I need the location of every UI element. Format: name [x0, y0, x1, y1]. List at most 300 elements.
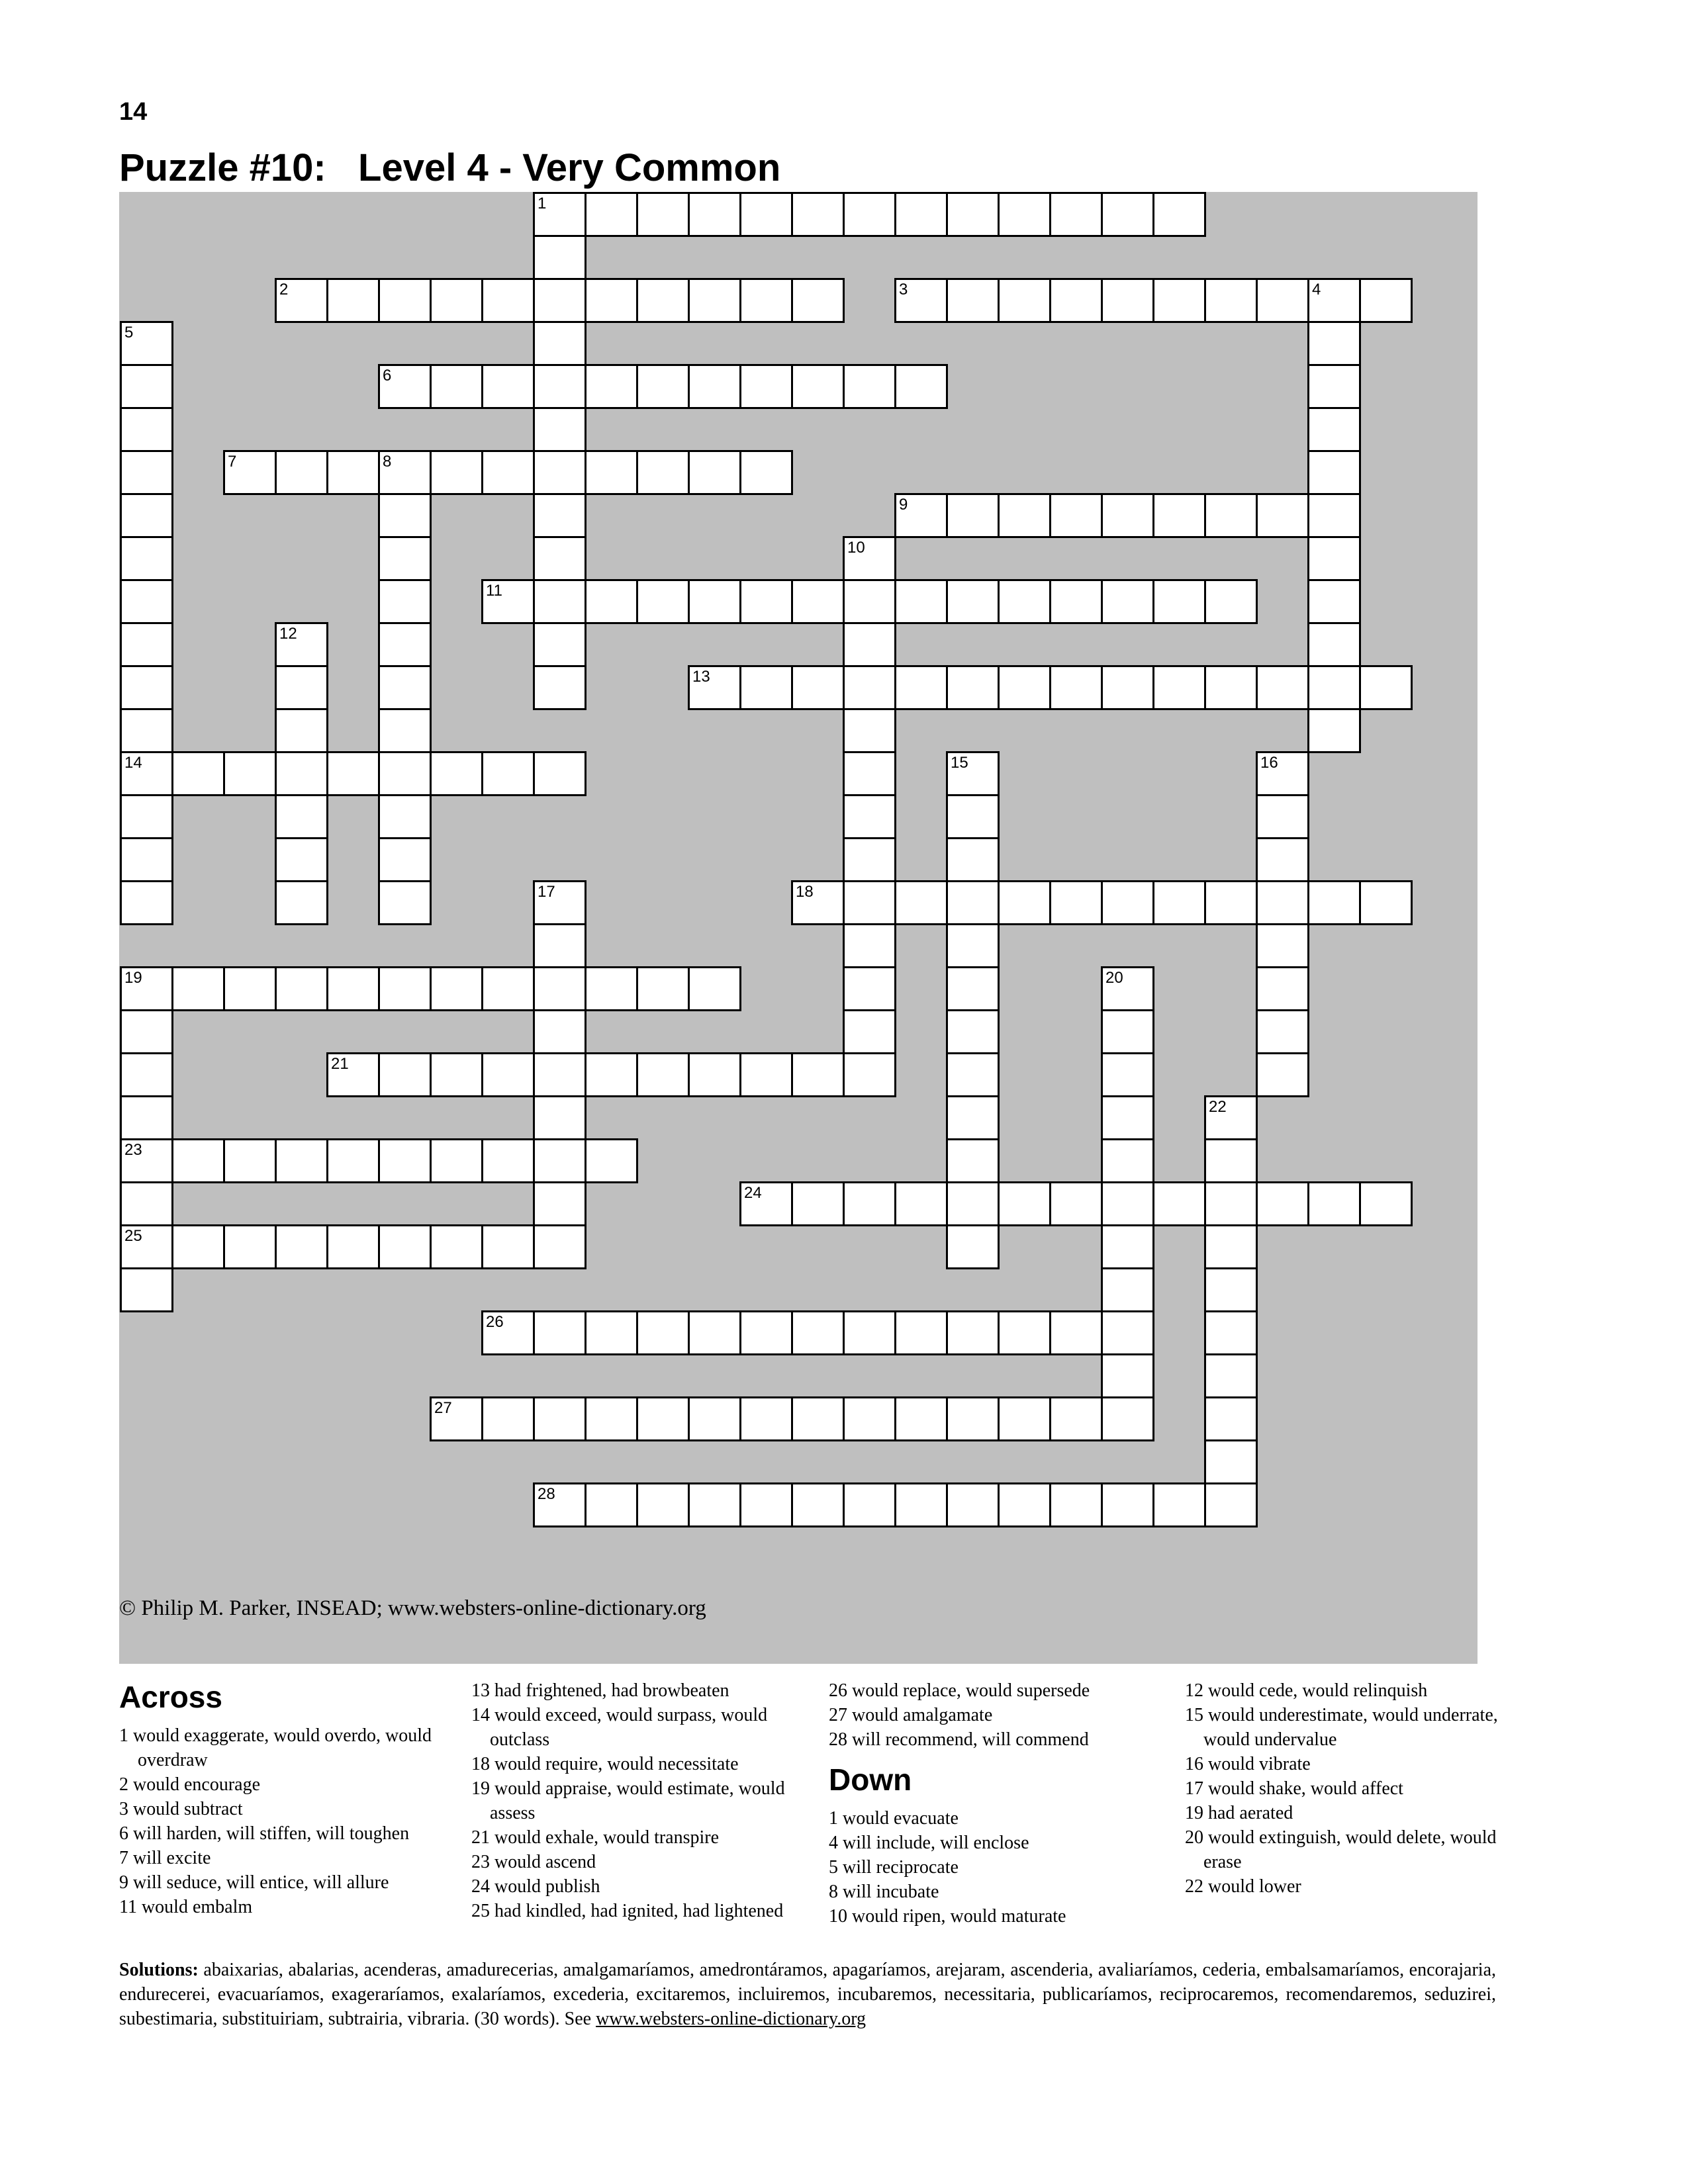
crossword-cell[interactable]: [739, 364, 793, 409]
crossword-cell[interactable]: [791, 1181, 845, 1226]
crossword-cell[interactable]: [946, 579, 1000, 624]
crossword-cell[interactable]: [636, 364, 690, 409]
crossword-cell[interactable]: [533, 579, 586, 624]
crossword-cell[interactable]: [1049, 1396, 1103, 1441]
crossword-cell[interactable]: [1101, 493, 1154, 538]
crossword-cell[interactable]: [998, 1181, 1051, 1226]
crossword-cell[interactable]: [120, 1009, 173, 1054]
crossword-cell[interactable]: [791, 1310, 845, 1355]
crossword-cell[interactable]: [533, 1095, 586, 1140]
crossword-cell[interactable]: [120, 364, 173, 409]
crossword-cell[interactable]: [688, 364, 741, 409]
crossword-cell[interactable]: [378, 450, 432, 495]
crossword-cell[interactable]: [1204, 579, 1258, 624]
crossword-cell[interactable]: [1256, 880, 1309, 925]
crossword-cell[interactable]: [946, 1095, 1000, 1140]
crossword-cell[interactable]: [378, 278, 432, 323]
crossword-cell[interactable]: [1152, 278, 1206, 323]
crossword-cell[interactable]: [120, 837, 173, 882]
crossword-cell[interactable]: [843, 794, 896, 839]
crossword-cell[interactable]: [326, 751, 380, 796]
crossword-cell[interactable]: [585, 1310, 638, 1355]
crossword-cell[interactable]: [1307, 1181, 1361, 1226]
crossword-cell[interactable]: [1307, 579, 1361, 624]
crossword-cell[interactable]: [739, 1482, 793, 1527]
crossword-cell[interactable]: [120, 1095, 173, 1140]
crossword-cell[interactable]: [791, 880, 845, 925]
crossword-cell[interactable]: [533, 1181, 586, 1226]
crossword-cell[interactable]: [1307, 364, 1361, 409]
crossword-cell[interactable]: [946, 192, 1000, 237]
crossword-cell[interactable]: [533, 278, 586, 323]
crossword-cell[interactable]: [378, 708, 432, 753]
crossword-cell[interactable]: [1307, 493, 1361, 538]
crossword-cell[interactable]: [739, 450, 793, 495]
crossword-cell[interactable]: [171, 1224, 225, 1269]
crossword-cell[interactable]: [1101, 880, 1154, 925]
crossword-cell[interactable]: [1101, 192, 1154, 237]
crossword-cell[interactable]: [223, 1138, 277, 1183]
crossword-cell[interactable]: [946, 493, 1000, 538]
crossword-cell[interactable]: [1256, 923, 1309, 968]
crossword-cell[interactable]: [481, 1310, 535, 1355]
crossword-cell[interactable]: [1152, 579, 1206, 624]
crossword-cell[interactable]: [843, 364, 896, 409]
crossword-cell[interactable]: [894, 1482, 948, 1527]
crossword-cell[interactable]: [585, 450, 638, 495]
crossword-cell[interactable]: [430, 1138, 483, 1183]
crossword-cell[interactable]: [1101, 1396, 1154, 1441]
crossword-cell[interactable]: [1204, 1439, 1258, 1484]
crossword-cell[interactable]: [1256, 493, 1309, 538]
crossword-cell[interactable]: [791, 192, 845, 237]
crossword-cell[interactable]: [1101, 1310, 1154, 1355]
crossword-cell[interactable]: [275, 880, 328, 925]
crossword-cell[interactable]: [843, 966, 896, 1011]
crossword-cell[interactable]: [843, 622, 896, 667]
crossword-cell[interactable]: [1256, 1009, 1309, 1054]
crossword-cell[interactable]: [1101, 1052, 1154, 1097]
crossword-cell[interactable]: [946, 880, 1000, 925]
crossword-cell[interactable]: [430, 751, 483, 796]
crossword-cell[interactable]: [791, 1052, 845, 1097]
crossword-cell[interactable]: [1204, 665, 1258, 710]
crossword-cell[interactable]: [378, 622, 432, 667]
crossword-cell[interactable]: [481, 1052, 535, 1097]
crossword-cell[interactable]: [1101, 1224, 1154, 1269]
crossword-cell[interactable]: [1204, 1353, 1258, 1398]
crossword-cell[interactable]: [378, 837, 432, 882]
crossword-cell[interactable]: [843, 579, 896, 624]
crossword-cell[interactable]: [481, 278, 535, 323]
crossword-cell[interactable]: [843, 751, 896, 796]
crossword-cell[interactable]: [843, 1052, 896, 1097]
crossword-cell[interactable]: [1152, 880, 1206, 925]
crossword-cell[interactable]: [1307, 665, 1361, 710]
crossword-cell[interactable]: [533, 1396, 586, 1441]
crossword-cell[interactable]: [843, 923, 896, 968]
crossword-cell[interactable]: [1101, 1095, 1154, 1140]
crossword-cell[interactable]: [378, 966, 432, 1011]
crossword-cell[interactable]: [1307, 536, 1361, 581]
crossword-cell[interactable]: [1204, 493, 1258, 538]
crossword-cell[interactable]: [1307, 278, 1361, 323]
crossword-cell[interactable]: [1307, 407, 1361, 452]
crossword-cell[interactable]: [1359, 1181, 1413, 1226]
crossword-cell[interactable]: [533, 450, 586, 495]
crossword-cell[interactable]: [481, 966, 535, 1011]
crossword-cell[interactable]: [998, 1396, 1051, 1441]
crossword-cell[interactable]: [326, 1052, 380, 1097]
crossword-cell[interactable]: [120, 1052, 173, 1097]
crossword-cell[interactable]: [688, 450, 741, 495]
crossword-cell[interactable]: [378, 364, 432, 409]
crossword-cell[interactable]: [1152, 665, 1206, 710]
crossword-cell[interactable]: [894, 364, 948, 409]
crossword-cell[interactable]: [946, 1009, 1000, 1054]
crossword-cell[interactable]: [946, 1181, 1000, 1226]
crossword-cell[interactable]: [120, 1138, 173, 1183]
crossword-cell[interactable]: [326, 1224, 380, 1269]
crossword-cell[interactable]: [585, 966, 638, 1011]
crossword-cell[interactable]: [998, 1310, 1051, 1355]
crossword-cell[interactable]: [533, 1224, 586, 1269]
crossword-cell[interactable]: [1101, 665, 1154, 710]
crossword-cell[interactable]: [430, 1224, 483, 1269]
crossword-cell[interactable]: [275, 794, 328, 839]
crossword-cell[interactable]: [1307, 622, 1361, 667]
crossword-cell[interactable]: [1049, 1310, 1103, 1355]
crossword-cell[interactable]: [171, 751, 225, 796]
crossword-cell[interactable]: [1307, 708, 1361, 753]
crossword-cell[interactable]: [946, 923, 1000, 968]
crossword-cell[interactable]: [791, 665, 845, 710]
crossword-cell[interactable]: [585, 1052, 638, 1097]
crossword-cell[interactable]: [120, 880, 173, 925]
crossword-cell[interactable]: [1152, 493, 1206, 538]
crossword-cell[interactable]: [1359, 665, 1413, 710]
crossword-cell[interactable]: [585, 278, 638, 323]
crossword-cell[interactable]: [223, 751, 277, 796]
crossword-cell[interactable]: [120, 407, 173, 452]
crossword-cell[interactable]: [481, 450, 535, 495]
crossword-cell[interactable]: [120, 751, 173, 796]
crossword-cell[interactable]: [585, 364, 638, 409]
crossword-cell[interactable]: [1101, 1138, 1154, 1183]
crossword-cell[interactable]: [998, 493, 1051, 538]
crossword-cell[interactable]: [946, 966, 1000, 1011]
crossword-cell[interactable]: [998, 579, 1051, 624]
crossword-cell[interactable]: [430, 1052, 483, 1097]
crossword-cell[interactable]: [378, 579, 432, 624]
crossword-cell[interactable]: [791, 278, 845, 323]
crossword-cell[interactable]: [120, 1267, 173, 1312]
crossword-cell[interactable]: [998, 1482, 1051, 1527]
crossword-cell[interactable]: [636, 278, 690, 323]
crossword-cell[interactable]: [688, 278, 741, 323]
crossword-cell[interactable]: [120, 708, 173, 753]
crossword-cell[interactable]: [894, 665, 948, 710]
crossword-cell[interactable]: [1101, 966, 1154, 1011]
crossword-cell[interactable]: [275, 837, 328, 882]
crossword-cell[interactable]: [533, 493, 586, 538]
crossword-cell[interactable]: [688, 1310, 741, 1355]
crossword-cell[interactable]: [843, 708, 896, 753]
crossword-cell[interactable]: [585, 1482, 638, 1527]
crossword-cell[interactable]: [843, 1181, 896, 1226]
crossword-cell[interactable]: [533, 1052, 586, 1097]
crossword-cell[interactable]: [1152, 1181, 1206, 1226]
crossword-cell[interactable]: [1307, 880, 1361, 925]
crossword-cell[interactable]: [843, 1009, 896, 1054]
crossword-cell[interactable]: [998, 278, 1051, 323]
crossword-cell[interactable]: [275, 1224, 328, 1269]
crossword-cell[interactable]: [533, 235, 586, 280]
crossword-cell[interactable]: [1049, 192, 1103, 237]
crossword-cell[interactable]: [481, 364, 535, 409]
crossword-cell[interactable]: [378, 493, 432, 538]
crossword-cell[interactable]: [481, 579, 535, 624]
crossword-cell[interactable]: [1101, 1009, 1154, 1054]
crossword-cell[interactable]: [946, 751, 1000, 796]
crossword-cell[interactable]: [430, 364, 483, 409]
crossword-cell[interactable]: [430, 278, 483, 323]
crossword-cell[interactable]: [533, 364, 586, 409]
crossword-cell[interactable]: [843, 1396, 896, 1441]
crossword-cell[interactable]: [894, 278, 948, 323]
crossword-cell[interactable]: [1256, 751, 1309, 796]
crossword-cell[interactable]: [688, 1052, 741, 1097]
crossword-cell[interactable]: [533, 1482, 586, 1527]
crossword-cell[interactable]: [326, 1138, 380, 1183]
crossword-cell[interactable]: [378, 1224, 432, 1269]
crossword-cell[interactable]: [843, 665, 896, 710]
crossword-cell[interactable]: [275, 708, 328, 753]
crossword-cell[interactable]: [533, 923, 586, 968]
crossword-cell[interactable]: [481, 1224, 535, 1269]
crossword-cell[interactable]: [171, 966, 225, 1011]
crossword-cell[interactable]: [1049, 1181, 1103, 1226]
crossword-cell[interactable]: [378, 794, 432, 839]
crossword-cell[interactable]: [1204, 1482, 1258, 1527]
crossword-cell[interactable]: [894, 192, 948, 237]
crossword-cell[interactable]: [636, 966, 690, 1011]
crossword-cell[interactable]: [430, 1396, 483, 1441]
crossword-cell[interactable]: [998, 880, 1051, 925]
crossword-cell[interactable]: [1101, 1482, 1154, 1527]
crossword-cell[interactable]: [843, 536, 896, 581]
crossword-cell[interactable]: [1204, 1138, 1258, 1183]
crossword-cell[interactable]: [946, 1310, 1000, 1355]
crossword-cell[interactable]: [275, 1138, 328, 1183]
crossword-cell[interactable]: [1204, 1396, 1258, 1441]
crossword-cell[interactable]: [1256, 966, 1309, 1011]
crossword-cell[interactable]: [739, 1310, 793, 1355]
crossword-cell[interactable]: [1204, 278, 1258, 323]
crossword-cell[interactable]: [223, 966, 277, 1011]
crossword-cell[interactable]: [1049, 665, 1103, 710]
crossword-cell[interactable]: [1359, 880, 1413, 925]
crossword-cell[interactable]: [791, 1396, 845, 1441]
crossword-cell[interactable]: [533, 1138, 586, 1183]
crossword-cell[interactable]: [326, 278, 380, 323]
crossword-cell[interactable]: [894, 579, 948, 624]
crossword-cell[interactable]: [120, 794, 173, 839]
crossword-cell[interactable]: [1256, 278, 1309, 323]
crossword-cell[interactable]: [585, 192, 638, 237]
crossword-cell[interactable]: [739, 1052, 793, 1097]
crossword-cell[interactable]: [688, 192, 741, 237]
crossword-cell[interactable]: [378, 665, 432, 710]
crossword-cell[interactable]: [1256, 665, 1309, 710]
crossword-cell[interactable]: [739, 192, 793, 237]
crossword-cell[interactable]: [739, 579, 793, 624]
crossword-cell[interactable]: [894, 880, 948, 925]
crossword-cell[interactable]: [481, 1396, 535, 1441]
crossword-cell[interactable]: [1049, 579, 1103, 624]
crossword-cell[interactable]: [998, 665, 1051, 710]
crossword-cell[interactable]: [998, 192, 1051, 237]
crossword-cell[interactable]: [739, 1396, 793, 1441]
crossword-cell[interactable]: [688, 1396, 741, 1441]
crossword-cell[interactable]: [223, 450, 277, 495]
crossword-cell[interactable]: [739, 1181, 793, 1226]
crossword-cell[interactable]: [378, 1138, 432, 1183]
crossword-cell[interactable]: [791, 579, 845, 624]
crossword-cell[interactable]: [1152, 192, 1206, 237]
crossword-cell[interactable]: [1101, 1267, 1154, 1312]
crossword-cell[interactable]: [636, 579, 690, 624]
crossword-cell[interactable]: [1204, 880, 1258, 925]
crossword-cell[interactable]: [1101, 278, 1154, 323]
crossword-cell[interactable]: [1204, 1181, 1258, 1226]
crossword-cell[interactable]: [120, 1224, 173, 1269]
crossword-cell[interactable]: [636, 1482, 690, 1527]
crossword-cell[interactable]: [1204, 1267, 1258, 1312]
crossword-cell[interactable]: [843, 192, 896, 237]
crossword-cell[interactable]: [791, 364, 845, 409]
crossword-cell[interactable]: [843, 880, 896, 925]
crossword-cell[interactable]: [585, 579, 638, 624]
crossword-cell[interactable]: [1101, 1181, 1154, 1226]
crossword-cell[interactable]: [120, 1181, 173, 1226]
crossword-cell[interactable]: [1204, 1224, 1258, 1269]
crossword-cell[interactable]: [1359, 278, 1413, 323]
crossword-cell[interactable]: [946, 1052, 1000, 1097]
crossword-cell[interactable]: [688, 1482, 741, 1527]
crossword-cell[interactable]: [1307, 321, 1361, 366]
crossword-cell[interactable]: [1101, 579, 1154, 624]
crossword-cell[interactable]: [946, 278, 1000, 323]
crossword-cell[interactable]: [636, 192, 690, 237]
crossword-cell[interactable]: [946, 1224, 1000, 1269]
crossword-cell[interactable]: [378, 536, 432, 581]
crossword-cell[interactable]: [120, 450, 173, 495]
crossword-cell[interactable]: [1152, 1482, 1206, 1527]
crossword-cell[interactable]: [481, 1138, 535, 1183]
crossword-cell[interactable]: [481, 751, 535, 796]
crossword-cell[interactable]: [326, 966, 380, 1011]
crossword-cell[interactable]: [1101, 1353, 1154, 1398]
crossword-cell[interactable]: [1307, 450, 1361, 495]
crossword-cell[interactable]: [946, 665, 1000, 710]
crossword-cell[interactable]: [636, 1052, 690, 1097]
crossword-cell[interactable]: [120, 665, 173, 710]
crossword-cell[interactable]: [533, 880, 586, 925]
crossword-cell[interactable]: [378, 880, 432, 925]
crossword-cell[interactable]: [894, 1310, 948, 1355]
crossword-cell[interactable]: [533, 1310, 586, 1355]
crossword-cell[interactable]: [1049, 493, 1103, 538]
crossword-cell[interactable]: [894, 1396, 948, 1441]
crossword-cell[interactable]: [275, 278, 328, 323]
crossword-cell[interactable]: [275, 622, 328, 667]
crossword-cell[interactable]: [430, 450, 483, 495]
crossword-cell[interactable]: [120, 966, 173, 1011]
crossword-cell[interactable]: [378, 751, 432, 796]
crossword-cell[interactable]: [843, 837, 896, 882]
crossword-cell[interactable]: [946, 837, 1000, 882]
crossword-cell[interactable]: [894, 493, 948, 538]
crossword-cell[interactable]: [688, 665, 741, 710]
crossword-cell[interactable]: [1049, 278, 1103, 323]
crossword-cell[interactable]: [1256, 837, 1309, 882]
crossword-cell[interactable]: [1204, 1310, 1258, 1355]
crossword-cell[interactable]: [1049, 1482, 1103, 1527]
crossword-cell[interactable]: [533, 751, 586, 796]
crossword-cell[interactable]: [120, 536, 173, 581]
crossword-cell[interactable]: [894, 1181, 948, 1226]
crossword-cell[interactable]: [120, 579, 173, 624]
crossword-cell[interactable]: [533, 192, 586, 237]
crossword-cell[interactable]: [946, 1482, 1000, 1527]
crossword-cell[interactable]: [223, 1224, 277, 1269]
crossword-cell[interactable]: [1049, 880, 1103, 925]
crossword-cell[interactable]: [1256, 794, 1309, 839]
crossword-cell[interactable]: [739, 278, 793, 323]
crossword-cell[interactable]: [585, 1396, 638, 1441]
crossword-cell[interactable]: [843, 1482, 896, 1527]
crossword-cell[interactable]: [636, 450, 690, 495]
crossword-cell[interactable]: [1256, 1181, 1309, 1226]
crossword-cell[interactable]: [275, 751, 328, 796]
crossword-cell[interactable]: [120, 493, 173, 538]
crossword-cell[interactable]: [688, 966, 741, 1011]
crossword-cell[interactable]: [739, 665, 793, 710]
crossword-cell[interactable]: [688, 579, 741, 624]
crossword-cell[interactable]: [585, 1138, 638, 1183]
crossword-cell[interactable]: [120, 622, 173, 667]
solutions-link[interactable]: www.websters-online-dictionary.org: [596, 2009, 867, 2029]
crossword-cell[interactable]: [636, 1310, 690, 1355]
crossword-cell[interactable]: [1256, 1052, 1309, 1097]
crossword-cell[interactable]: [533, 966, 586, 1011]
crossword-cell[interactable]: [533, 1009, 586, 1054]
crossword-cell[interactable]: [326, 450, 380, 495]
crossword-cell[interactable]: [843, 1310, 896, 1355]
crossword-cell[interactable]: [533, 321, 586, 366]
crossword-cell[interactable]: [636, 1396, 690, 1441]
crossword-cell[interactable]: [533, 407, 586, 452]
crossword-cell[interactable]: [533, 622, 586, 667]
crossword-cell[interactable]: [533, 665, 586, 710]
crossword-cell[interactable]: [946, 1138, 1000, 1183]
crossword-cell[interactable]: [275, 966, 328, 1011]
crossword-cell[interactable]: [533, 536, 586, 581]
crossword-cell[interactable]: [430, 966, 483, 1011]
crossword-cell[interactable]: [946, 794, 1000, 839]
crossword-cell[interactable]: [946, 1396, 1000, 1441]
